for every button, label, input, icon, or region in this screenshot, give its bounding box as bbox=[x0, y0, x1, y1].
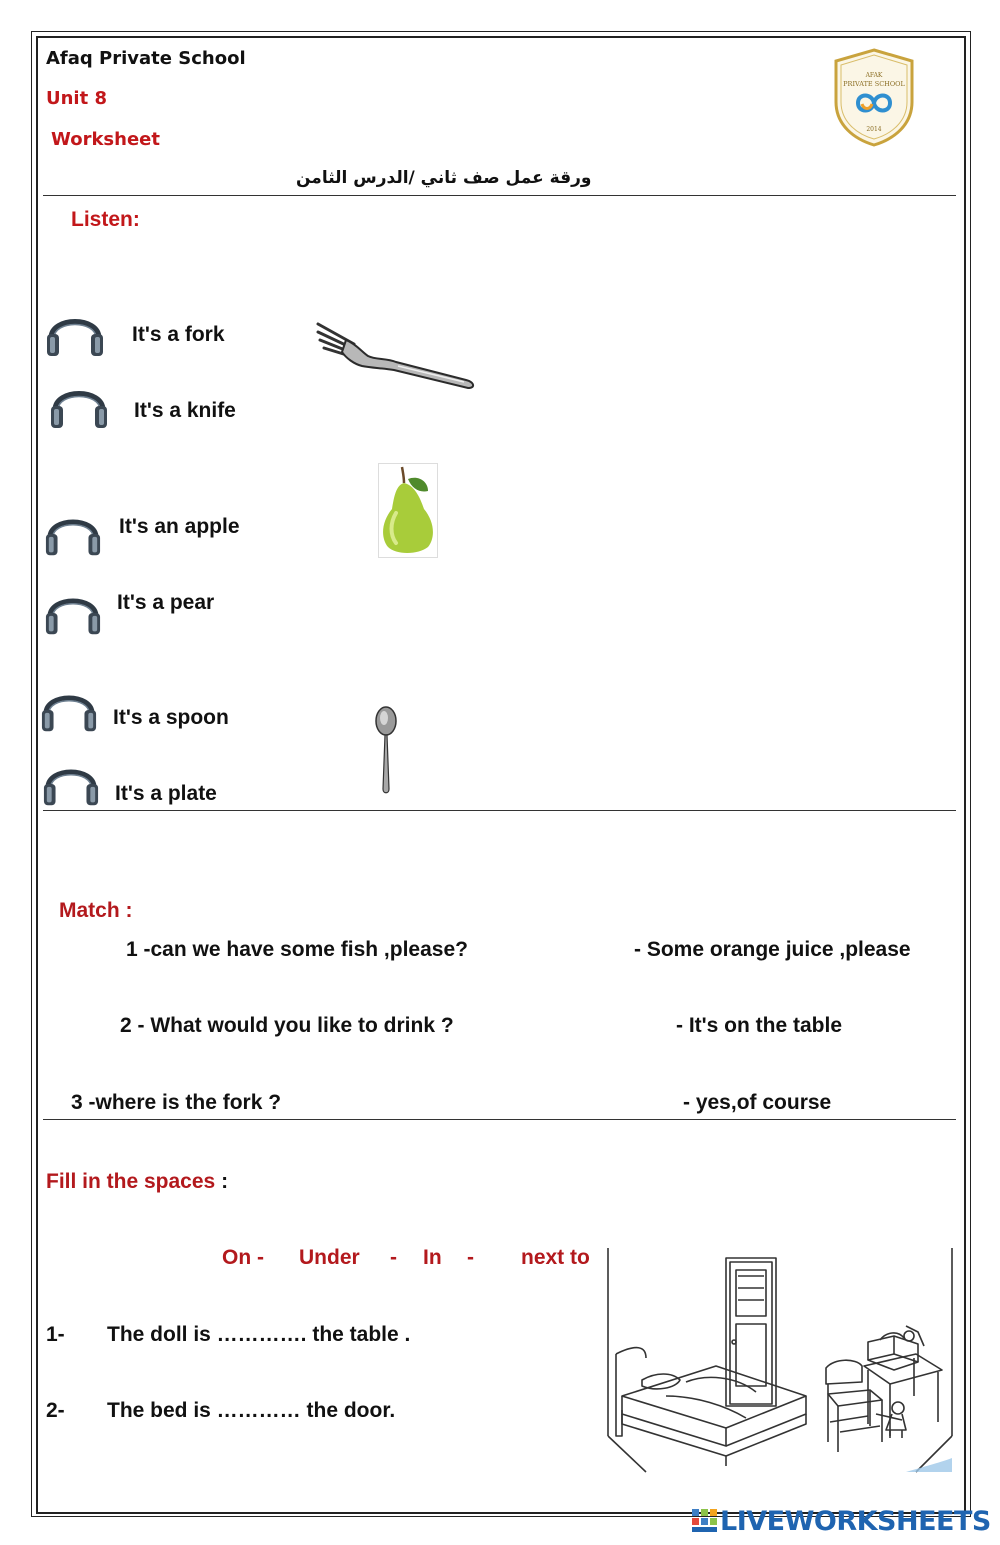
match-question-1: 1 -can we have some fish ,please? bbox=[126, 938, 468, 961]
headphones-icon[interactable] bbox=[48, 380, 110, 430]
listen-title: Listen: bbox=[71, 208, 140, 231]
arabic-title: ورقة عمل صف ثاني /الدرس الثامن bbox=[296, 168, 592, 188]
school-name: Afaq Private School bbox=[46, 48, 246, 69]
sentence-2-number: 2- bbox=[46, 1399, 65, 1422]
word-bank-separator: - bbox=[467, 1246, 474, 1269]
divider-header bbox=[43, 195, 956, 196]
match-question-2: 2 - What would you like to drink ? bbox=[120, 1014, 454, 1037]
unit-label: Unit 8 bbox=[46, 88, 107, 109]
match-answer-3: - yes,of course bbox=[683, 1091, 832, 1114]
word-bank-separator: - bbox=[390, 1246, 397, 1269]
match-title: Match : bbox=[59, 899, 133, 922]
logo-year: 2014 bbox=[866, 126, 882, 133]
fill-title: Fill in the spaces bbox=[46, 1170, 216, 1193]
logo-text-mid: PRIVATE SCHOOL bbox=[843, 80, 905, 88]
word-bank-in: In bbox=[423, 1246, 442, 1269]
logo-text-top: AFAK bbox=[865, 72, 883, 79]
fill-title-colon: : bbox=[215, 1170, 229, 1193]
listen-item-5: It's a spoon bbox=[113, 706, 229, 729]
match-question-3: 3 -where is the fork ? bbox=[71, 1091, 282, 1114]
headphones-icon[interactable] bbox=[44, 508, 102, 558]
word-bank-next-to: next to bbox=[521, 1246, 590, 1269]
listen-item-3: It's an apple bbox=[119, 515, 240, 538]
liveworksheets-brand[interactable]: LIVEWORKSHEETS bbox=[720, 1506, 991, 1537]
fork-image bbox=[316, 318, 478, 392]
listen-item-2: It's a knife bbox=[134, 399, 236, 422]
sentence-1-text: The doll is …………. the table . bbox=[107, 1323, 411, 1346]
headphones-icon[interactable] bbox=[42, 758, 100, 808]
sentence-1-number: 1- bbox=[46, 1323, 65, 1346]
liveworksheets-logo-icon bbox=[692, 1509, 718, 1533]
match-answer-1: - Some orange juice ,please bbox=[634, 938, 911, 961]
headphones-icon[interactable] bbox=[44, 587, 102, 637]
word-bank-under: Under bbox=[299, 1246, 360, 1269]
listen-item-1: It's a fork bbox=[132, 323, 225, 346]
school-logo bbox=[832, 47, 916, 147]
sentence-2-text: The bed is ………… the door. bbox=[107, 1399, 396, 1422]
worksheet-label: Worksheet bbox=[51, 129, 160, 150]
fill-title-wrap bbox=[46, 1170, 228, 1194]
divider-listen bbox=[43, 810, 956, 811]
spoon-image bbox=[372, 705, 400, 797]
room-illustration bbox=[606, 1246, 956, 1476]
headphones-icon[interactable] bbox=[40, 684, 98, 734]
divider-match bbox=[43, 1119, 956, 1120]
pear-image bbox=[378, 463, 438, 558]
listen-item-6: It's a plate bbox=[115, 782, 217, 805]
match-answer-2: - It's on the table bbox=[676, 1014, 843, 1037]
headphones-icon[interactable] bbox=[44, 308, 106, 358]
word-bank-on: On - bbox=[222, 1246, 264, 1269]
listen-item-4: It's a pear bbox=[117, 591, 215, 614]
